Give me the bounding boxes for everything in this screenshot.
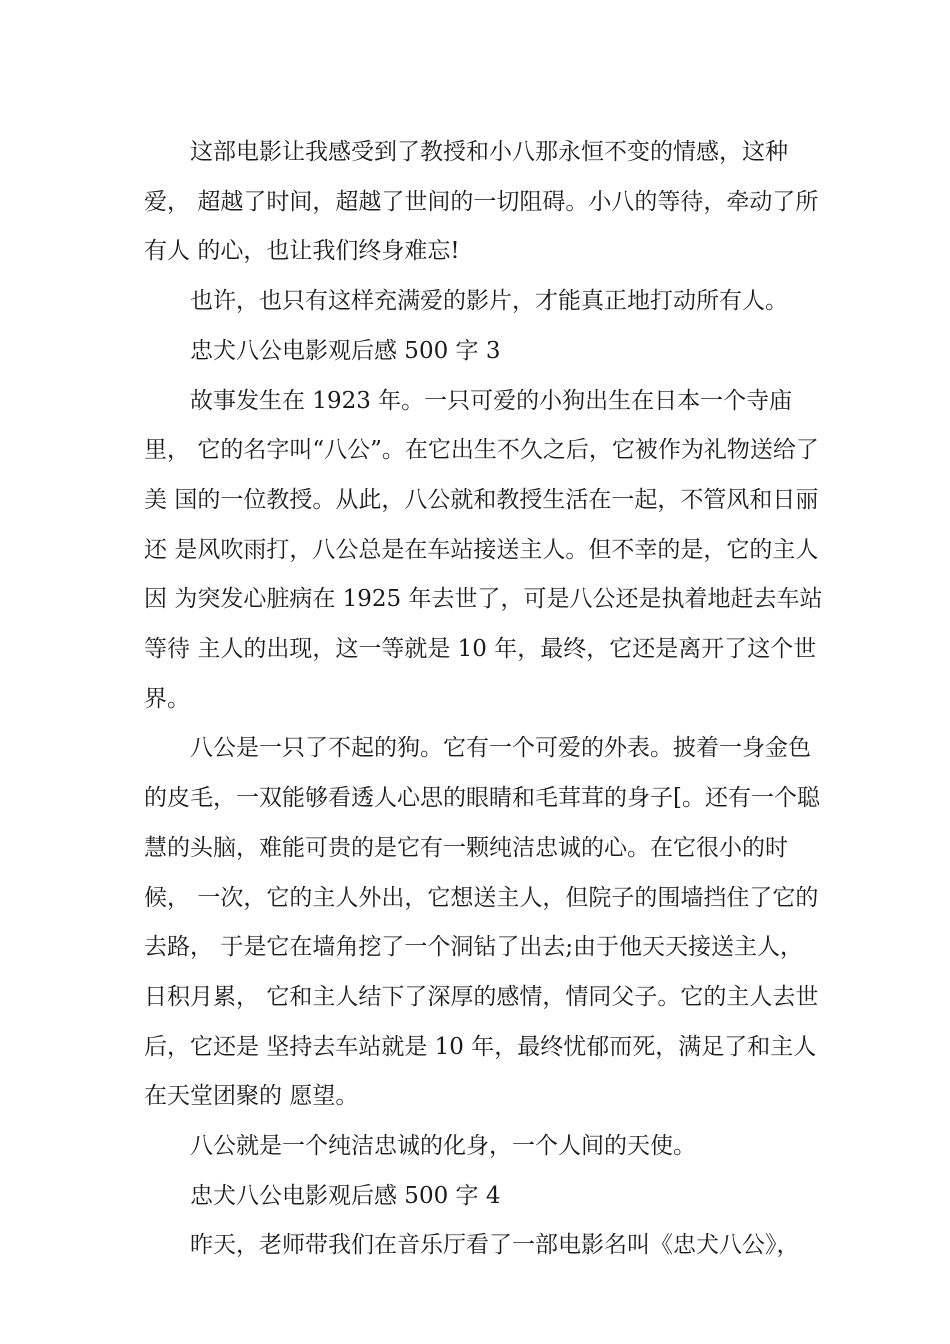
text-line: 的皮毛，一双能够看透人心思的眼睛和毛茸茸的身子[。还有一个聪 bbox=[144, 785, 820, 812]
document-body bbox=[144, 128, 824, 1271]
text-line: 愿望。 bbox=[289, 1083, 359, 1110]
text-line: 故事发生在 1923 年。一只可爱的小狗出生在日本一个寺庙里， bbox=[144, 387, 793, 464]
text-line: 这部电影让我感受到了教授和小八那永恒不变的情感，这种爱， bbox=[144, 139, 788, 215]
text-line: 超越了时间，超越了世间的一切阻碍。小八的等待，牵动了所有人 bbox=[144, 188, 819, 265]
text-line: 是风吹雨打，八公总是在车站接送主人。但不幸的是，它的主人因 bbox=[144, 536, 819, 613]
paragraph bbox=[144, 1221, 824, 1271]
text-line: 它的名字叫“八公”。在它出生不久之后，它被作为礼物送给了美 bbox=[144, 437, 819, 513]
text-line: 慧的头脑，难能可贵的是它有一颗纯洁忠诚的心。在它很小的时候， bbox=[144, 834, 788, 911]
paragraph bbox=[144, 1122, 824, 1172]
text-line: 国的一位教授。从此，八公就和教授生活在一起，不管风和日丽还 bbox=[144, 486, 819, 563]
text-line: 为突发心脏病在 1925 年去世了，可是八公还是执着地赶去车站等待 bbox=[144, 586, 823, 663]
text-line: 它和主人结下了深厚的感情，情同父子。它的主人去世后，它还是 bbox=[144, 983, 819, 1060]
text-line: 忠犬八公电影观后感 500 字 4 bbox=[190, 1182, 501, 1209]
paragraph bbox=[144, 277, 824, 327]
text-line: 八公就是一个纯洁忠诚的化身，一个人间的天使。 bbox=[190, 1133, 696, 1160]
paragraph bbox=[144, 128, 824, 277]
text-line: 八公是一只了不起的狗。它有一个可爱的外表。披着一身金色 bbox=[190, 735, 811, 762]
text-line: 坚持去车站就是 10 年，最终忧郁而死，满足了和主人在天堂团聚的 bbox=[144, 1033, 817, 1110]
text-line: 的心，也让我们终身难忘! bbox=[197, 238, 460, 265]
text-line: 于是它在墙角挖了一个洞钻了出去;由于他天天接送主人，日积月累， bbox=[144, 934, 804, 1010]
text-line: 主人的出现，这一等就是 10 年，最终，它还是离开了这个世界。 bbox=[144, 636, 817, 712]
text-line: 一次，它的主人外出，它想送主人，但院子的围墙挡住了它的去路， bbox=[144, 884, 819, 961]
paragraph bbox=[144, 377, 824, 725]
text-line: 也许，也只有这样充满爱的影片，才能真正地打动所有人。 bbox=[190, 288, 788, 315]
text-line: 昨天，老师带我们在音乐厅看了一部电影名叫《忠犬八公》， bbox=[190, 1232, 800, 1259]
text-line: 忠犬八公电影观后感 500 字 3 bbox=[190, 337, 501, 364]
section-heading bbox=[144, 1172, 824, 1222]
paragraph bbox=[144, 724, 824, 1122]
section-heading bbox=[144, 327, 824, 377]
